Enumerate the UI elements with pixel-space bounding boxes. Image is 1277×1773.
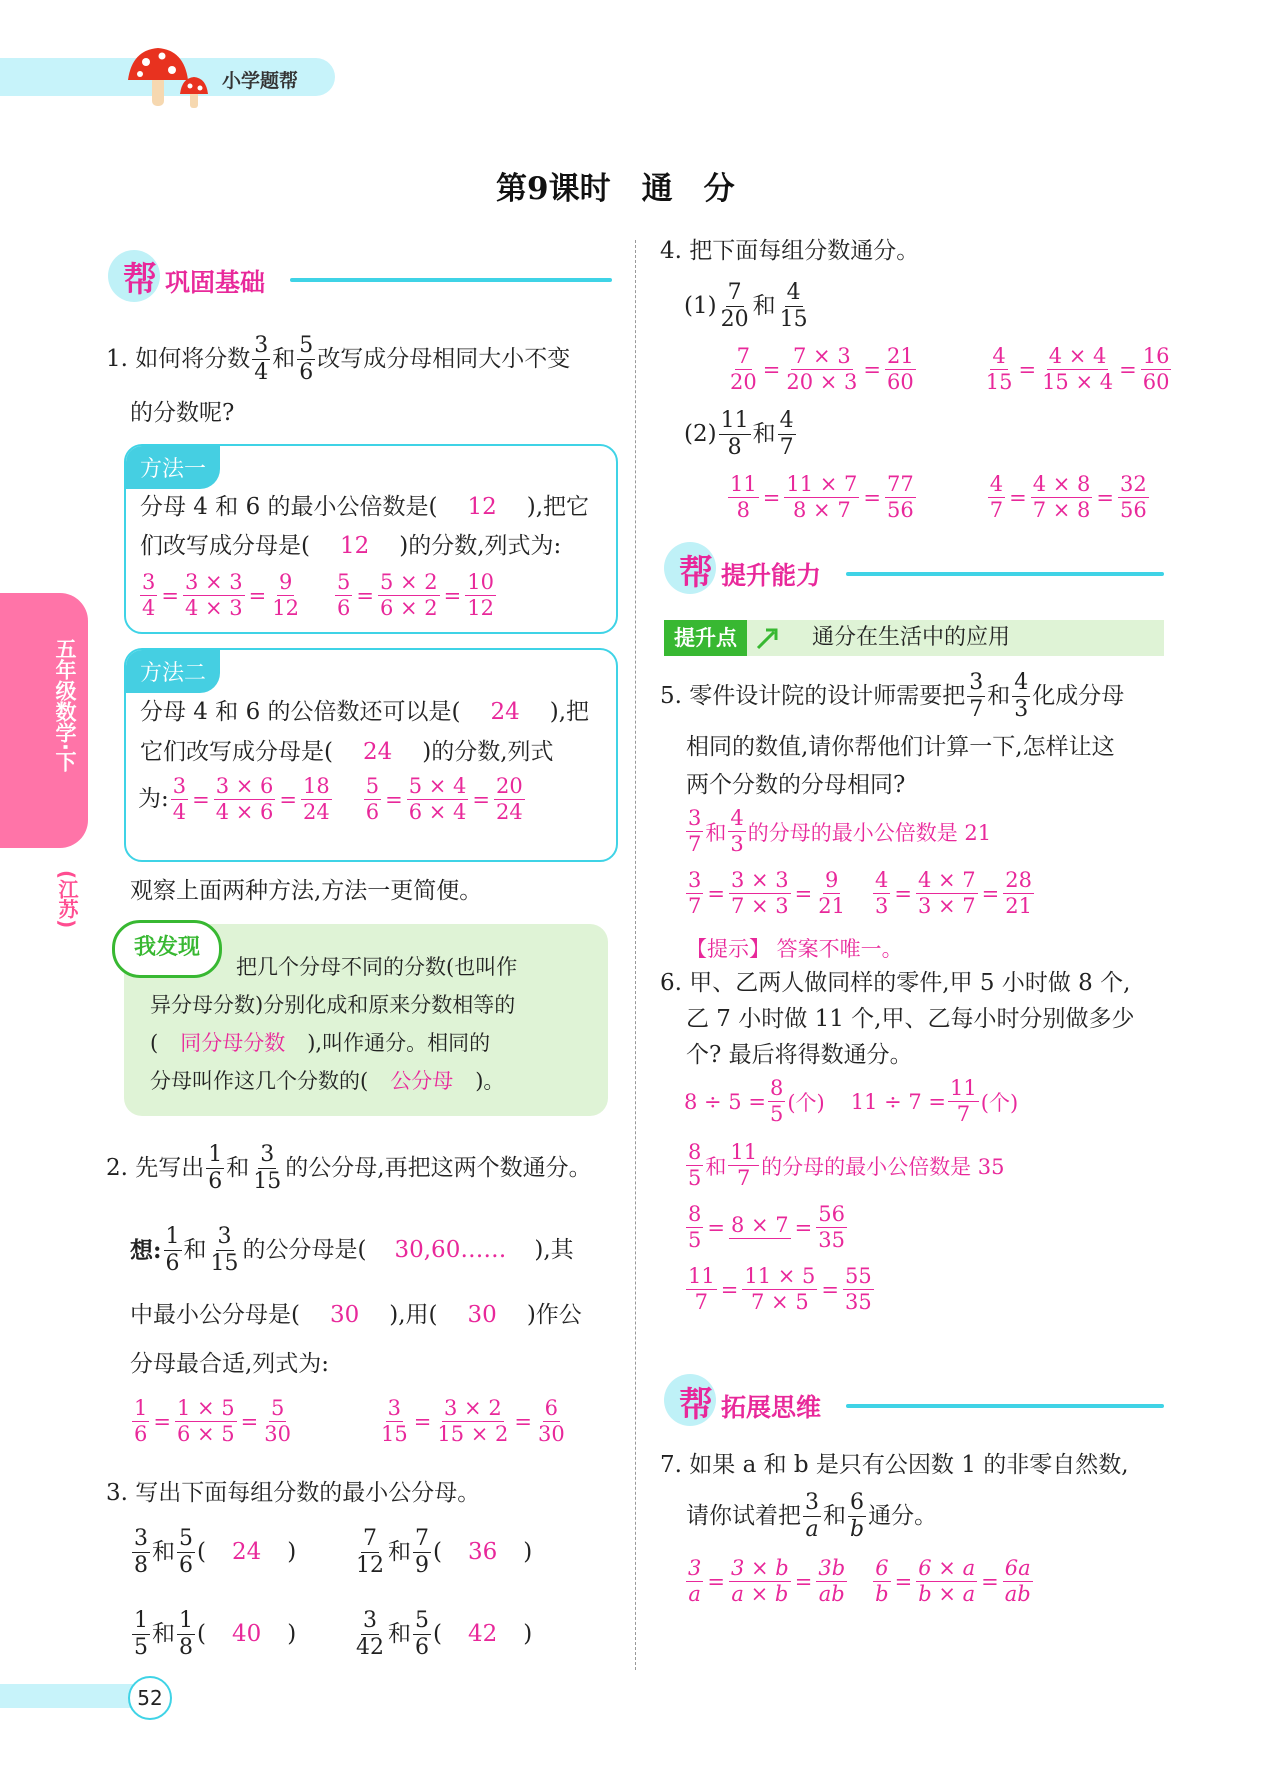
page-number: 52 [128,1676,172,1720]
q3-text: 3. 写出下面每组分数的最小公分母。 [106,1480,481,1506]
method1-line2: 们改写成分母是( 12 )的分数,列式为: [140,533,562,559]
q5-line3: 两个分数的分母相同? [686,772,906,798]
q4-p2: (2) $\frac{11}{8}$ 和 $\frac{4}{7}$ [684,408,794,460]
q3-item3: $\frac{1}{5}$ 和 $\frac{1}{8}$ ( 40 ) [134,1608,297,1660]
q6-line1: 6. 甲、乙两人做同样的零件,甲 5 小时做 8 个, [660,970,1131,996]
q6-lcm: $\frac{8}{5}$ 和 $\frac{11}{7}$ 的分母的最小公倍数是 35 [688,1140,1005,1190]
q1-line1: 1. 如何将分数 $\frac{3}{4}$ 和 $\frac{5}{6}$ 改写成分母相同大小不变 [106,333,571,385]
q4-text: 4. 把下面每组分数通分。 [660,238,920,264]
q7-line1: 7. 如果 a 和 b 是只有公因数 1 的非零自然数, [660,1452,1129,1478]
method2-line1: 分母 4 和 6 的公倍数还可以是( 24 ),把 [140,699,590,725]
side-tab-grade: 五年级数学·下 [53,638,77,772]
bang-icon: 帮 [679,1385,713,1425]
q3-item2: $\frac{7}{12}$ 和 $\frac{7}{9}$ ( 36 ) [356,1526,533,1578]
improve-point-label: 提升点 [664,620,747,656]
q7-line2: 请你试着把 $\frac{3}{a}$ 和 $\frac{6}{b}$ 通分。 [686,1490,938,1542]
q3-item1: $\frac{3}{8}$ 和 $\frac{5}{6}$ ( 24 ) [134,1526,297,1578]
mushroom-logo-icon [122,44,214,118]
q6-formula2: $\frac{11}{7}$ = $\frac{11 \times 5}{7 \times 5}$ = $\frac{55}{35}$ [688,1264,872,1314]
lesson-title: 第9课时 通 分 [496,171,735,207]
arrow-icon [754,624,786,656]
discover-line2: 异分母分数)分别化成和原来分数相等的 [150,993,516,1017]
q2-line1: 2. 先写出 $\frac{1}{6}$ 和 $\frac{3}{15}$ 的公分母,再把这两个数通分。 [106,1142,592,1194]
method1-line1: 分母 4 和 6 的最小公倍数是( 12 ),把它 [140,494,590,520]
improve-point-text: 通分在生活中的应用 [812,625,1011,650]
section-basic: 巩固基础 [165,268,266,297]
brand-name: 小学题帮 [222,70,299,92]
discover-label: 我发现 [112,920,222,978]
q7-formula: $\frac{3}{a}$ = $\frac{3 \times b}{a \times b}$ = $\frac{3b}{ab}$ $\frac{6}{b}$ = $\frac{6 \times a}{b \times a}$ = $\frac{6a}{ab}$ [688,1556,1031,1606]
side-tab-region: (江苏) [55,870,79,929]
q5-line2: 相同的数值,请你帮他们计算一下,怎样让这 [686,734,1115,760]
q4-p1-formula: $\frac{7}{20}$ = $\frac{7 \times 3}{20 \times 3}$ = $\frac{21}{60}$ $\frac{4}{15}$ = $\frac{4 \times 4}{15 \times 4}$ = $\frac{16}{60}$ [730,344,1170,394]
section-line [846,1404,1164,1408]
section-expand: 拓展思维 [721,1393,822,1422]
q1-line2: 的分数呢? [130,400,235,426]
q3-item4: $\frac{3}{42}$ 和 $\frac{5}{6}$ ( 42 ) [356,1608,533,1660]
method2-line2: 它们改写成分母是( 24 )的分数,列式 [140,739,554,765]
q6-line2: 乙 7 小时做 11 个,甲、乙每小时分别做多少 [686,1006,1135,1032]
q2-line4: 分母最合适,列式为: [130,1351,330,1377]
q6-formula1: $\frac{8}{5}$ = 8 × 7 = $\frac{56}{35}$ [688,1202,845,1252]
bang-icon: 帮 [679,553,713,593]
method2-formula: 为: $\frac{3}{4}$ = $\frac{3 \times 6}{4 \times 6}$ = $\frac{18}{24}$ $\frac{5}{6}$ = $\frac{5 \times 4}{6 \times 4}$ = $\frac{20}{24}$ [138,774,523,824]
q2-think: 想: $\frac{1}{6}$ 和 $\frac{3}{15}$ 的公分母是( 30,60…… ),其 [130,1224,574,1276]
q5-line1: 5. 零件设计院的设计师需要把 $\frac{3}{7}$ 和 $\frac{4}{3}$ 化成分母 [660,670,1125,722]
method2-label: 方法二 [126,650,220,693]
q2-formula: $\frac{1}{6}$ = $\frac{1 \times 5}{6 \times 5}$ = $\frac{5}{30}$ $\frac{3}{15}$ = $\frac{3 \times 2}{15 \times 2}$ = $\frac{6}{30}$ [134,1396,565,1446]
bang-icon: 帮 [123,260,157,300]
q1-observe: 观察上面两种方法,方法一更简便。 [130,878,483,904]
q6-calc: 8 ÷ 5 = $\frac{8}{5}$ (个) 11 ÷ 7 = $\frac{11}{7}$ (个) [684,1076,1019,1126]
discover-line3: ( 同分母分数 ),叫作通分。相同的 [150,1031,491,1055]
section-line [846,572,1164,576]
q2-line3: 中最小公分母是( 30 ),用( 30 )作公 [130,1302,582,1328]
method1-label: 方法一 [126,446,220,489]
method1-formula: $\frac{3}{4}$ = $\frac{3 \times 3}{4 \times 3}$ = $\frac{9}{12}$ $\frac{5}{6}$ = $\frac{5 \times 2}{6 \times 2}$ = $\frac{10}{12}$ [142,570,494,620]
q5-formula: $\frac{3}{7}$ = $\frac{3 \times 3}{7 \times 3}$ = $\frac{9}{21}$ $\frac{4}{3}$ = $\frac{4 \times 7}{3 \times 7}$ = $\frac{28}{21}$ [688,868,1032,918]
q6-line3: 个? 最后将得数通分。 [686,1042,913,1068]
q4-p1: (1) $\frac{7}{20}$ 和 $\frac{4}{15}$ [684,280,808,332]
section-improve: 提升能力 [721,561,822,590]
q5-hint: 【提示】 答案不唯一。 [686,937,903,961]
section-line [290,278,612,282]
q5-lcm: $\frac{3}{7}$ 和 $\frac{4}{3}$ 的分母的最小公倍数是 21 [688,806,992,856]
column-divider [635,240,636,1670]
discover-line1: 把几个分母不同的分数(也叫作 [236,955,518,979]
q4-p2-formula: $\frac{11}{8}$ = $\frac{11 \times 7}{8 \times 7}$ = $\frac{77}{56}$ $\frac{4}{7}$ = $\frac{4 \times 8}{7 \times 8}$ = $\frac{32}{56}$ [730,472,1147,522]
discover-line4: 分母叫作这几个分数的( 公分母 )。 [150,1069,505,1093]
